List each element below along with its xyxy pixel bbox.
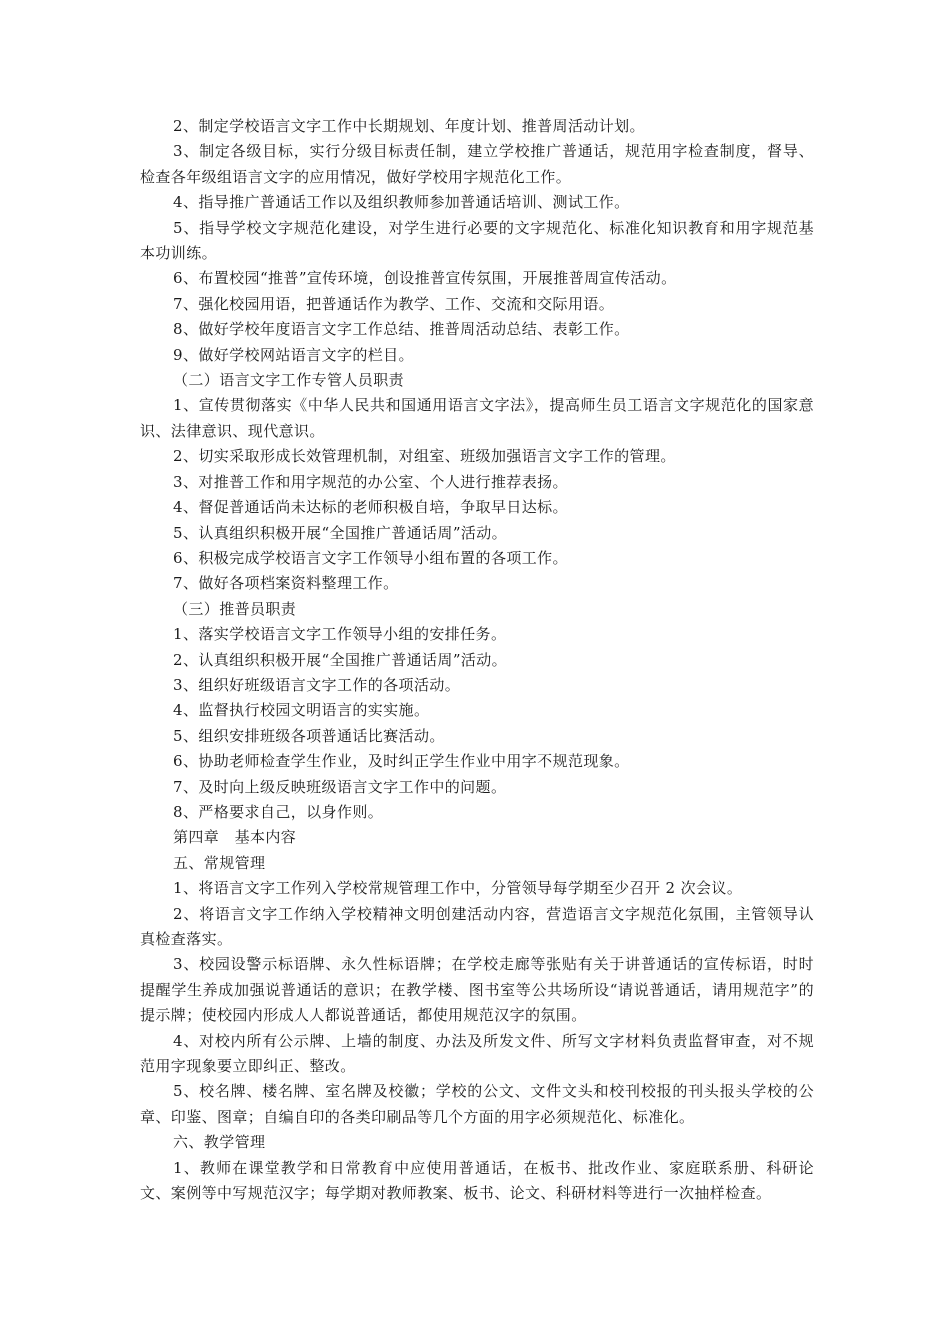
paragraph: 5、指导学校文字规范化建设，对学生进行必要的文字规范化、标准化知识教育和用字规范基本功训练。 xyxy=(140,218,814,263)
paragraph: 6、协助老师检查学生作业，及时纠正学生作业中用字不规范现象。 xyxy=(173,752,630,771)
paragraph: 7、及时向上级反映班级语言文字工作中的问题。 xyxy=(173,777,507,796)
paragraph: 8、做好学校年度语言文字工作总结、推普周活动总结、表彰工作。 xyxy=(173,320,630,339)
paragraph: 2、切实采取形成长效管理机制，对组室、班级加强语言文字工作的管理。 xyxy=(173,447,676,466)
paragraph: 5、校名牌、楼名牌、室名牌及校徽；学校的公文、文件文头和校刊校报的刊头报头学校的公章、印鉴、图章；自编自印的各类印刷品等几个方面的用字必须规范化、标准化。 xyxy=(140,1082,814,1126)
paragraph: 3、组织好班级语言文字工作的各项活动。 xyxy=(173,675,461,694)
paragraph: 8、严格要求自己，以身作则。 xyxy=(173,802,384,821)
paragraph: 1、宣传贯彻落实《中华人民共和国通用语言文字法》，提高师生员工语言文字规范化的国家意识、法律意识、现代意识。 xyxy=(140,396,814,440)
paragraph: 9、做好学校网站语言文字的栏目。 xyxy=(173,345,414,364)
paragraph: 3、对推普工作和用字规范的办公室、个人进行推荐表扬。 xyxy=(173,472,568,491)
chapter-heading: 第四章 基本内容 xyxy=(173,828,297,847)
paragraph: 1、将语言文字工作列入学校常规管理工作中，分管领导每学期至少召开 2 次会议。 xyxy=(173,879,743,898)
paragraph: 2、将语言文字工作纳入学校精神文明创建活动内容，营造语言文字规范化氛围，主管领导认真检查落实。 xyxy=(140,904,814,948)
paragraph: 5、组织安排班级各项普通话比赛活动。 xyxy=(173,726,445,745)
paragraph: 2、认真组织积极开展“全国推广普通话周”活动。 xyxy=(173,650,508,669)
paragraph: 3、校园设警示标语牌、永久性标语牌；在学校走廊等张贴有关于讲普通话的宣传标语，时时提醒学生养成加强说普通话的意识；在教学楼、图书室等公共场所设“请说普通话，请用规范字”的提示牌；使校园内形成人人都说普通话，都使用规范汉字的氛围。 xyxy=(140,955,814,1025)
section-heading: （二）语言文字工作专管人员职责 xyxy=(173,371,405,390)
section-heading: 五、常规管理 xyxy=(173,853,266,872)
paragraph: 7、做好各项档案资料整理工作。 xyxy=(173,574,399,593)
section-heading: 六、教学管理 xyxy=(173,1133,266,1152)
document-body xyxy=(140,114,814,1206)
paragraph: 1、教师在课堂教学和日常教育中应使用普通话，在板书、批改作业、家庭联系册、科研论文、案例等中写规范汉字；每学期对教师教案、板书、论文、科研材料等进行一次抽样检查。 xyxy=(140,1158,814,1203)
paragraph: 4、对校内所有公示牌、上墙的制度、办法及所发文件、所写文字材料负责监督审查，对不规范用字现象要立即纠正、整改。 xyxy=(140,1031,814,1076)
paragraph: 6、布置校园“推普”宣传环境，创设推普宣传氛围，开展推普周宣传活动。 xyxy=(173,269,677,288)
paragraph: 2、制定学校语言文字工作中长期规划、年度计划、推普周活动计划。 xyxy=(173,117,645,135)
paragraph: 6、积极完成学校语言文字工作领导小组布置的各项工作。 xyxy=(173,548,568,567)
paragraph: 7、强化校园用语，把普通话作为教学、工作、交流和交际用语。 xyxy=(173,294,615,313)
paragraph: 1、落实学校语言文字工作领导小组的安排任务。 xyxy=(173,625,507,644)
paragraph: 5、认真组织积极开展“全国推广普通话周”活动。 xyxy=(173,523,508,542)
paragraph: 4、监督执行校园文明语言的实实施。 xyxy=(173,701,430,720)
section-heading: （三）推普员职责 xyxy=(173,599,297,618)
paragraph: 4、督促普通话尚未达标的老师积极自培，争取早日达标。 xyxy=(173,498,568,517)
paragraph: 3、制定各级目标，实行分级目标责任制，建立学校推广普通话，规范用字检查制度，督导、检查各年级组语言文字的应用情况，做好学校用字规范化工作。 xyxy=(140,142,814,186)
paragraph: 4、指导推广普通话工作以及组织教师参加普通话培训、测试工作。 xyxy=(173,193,630,212)
